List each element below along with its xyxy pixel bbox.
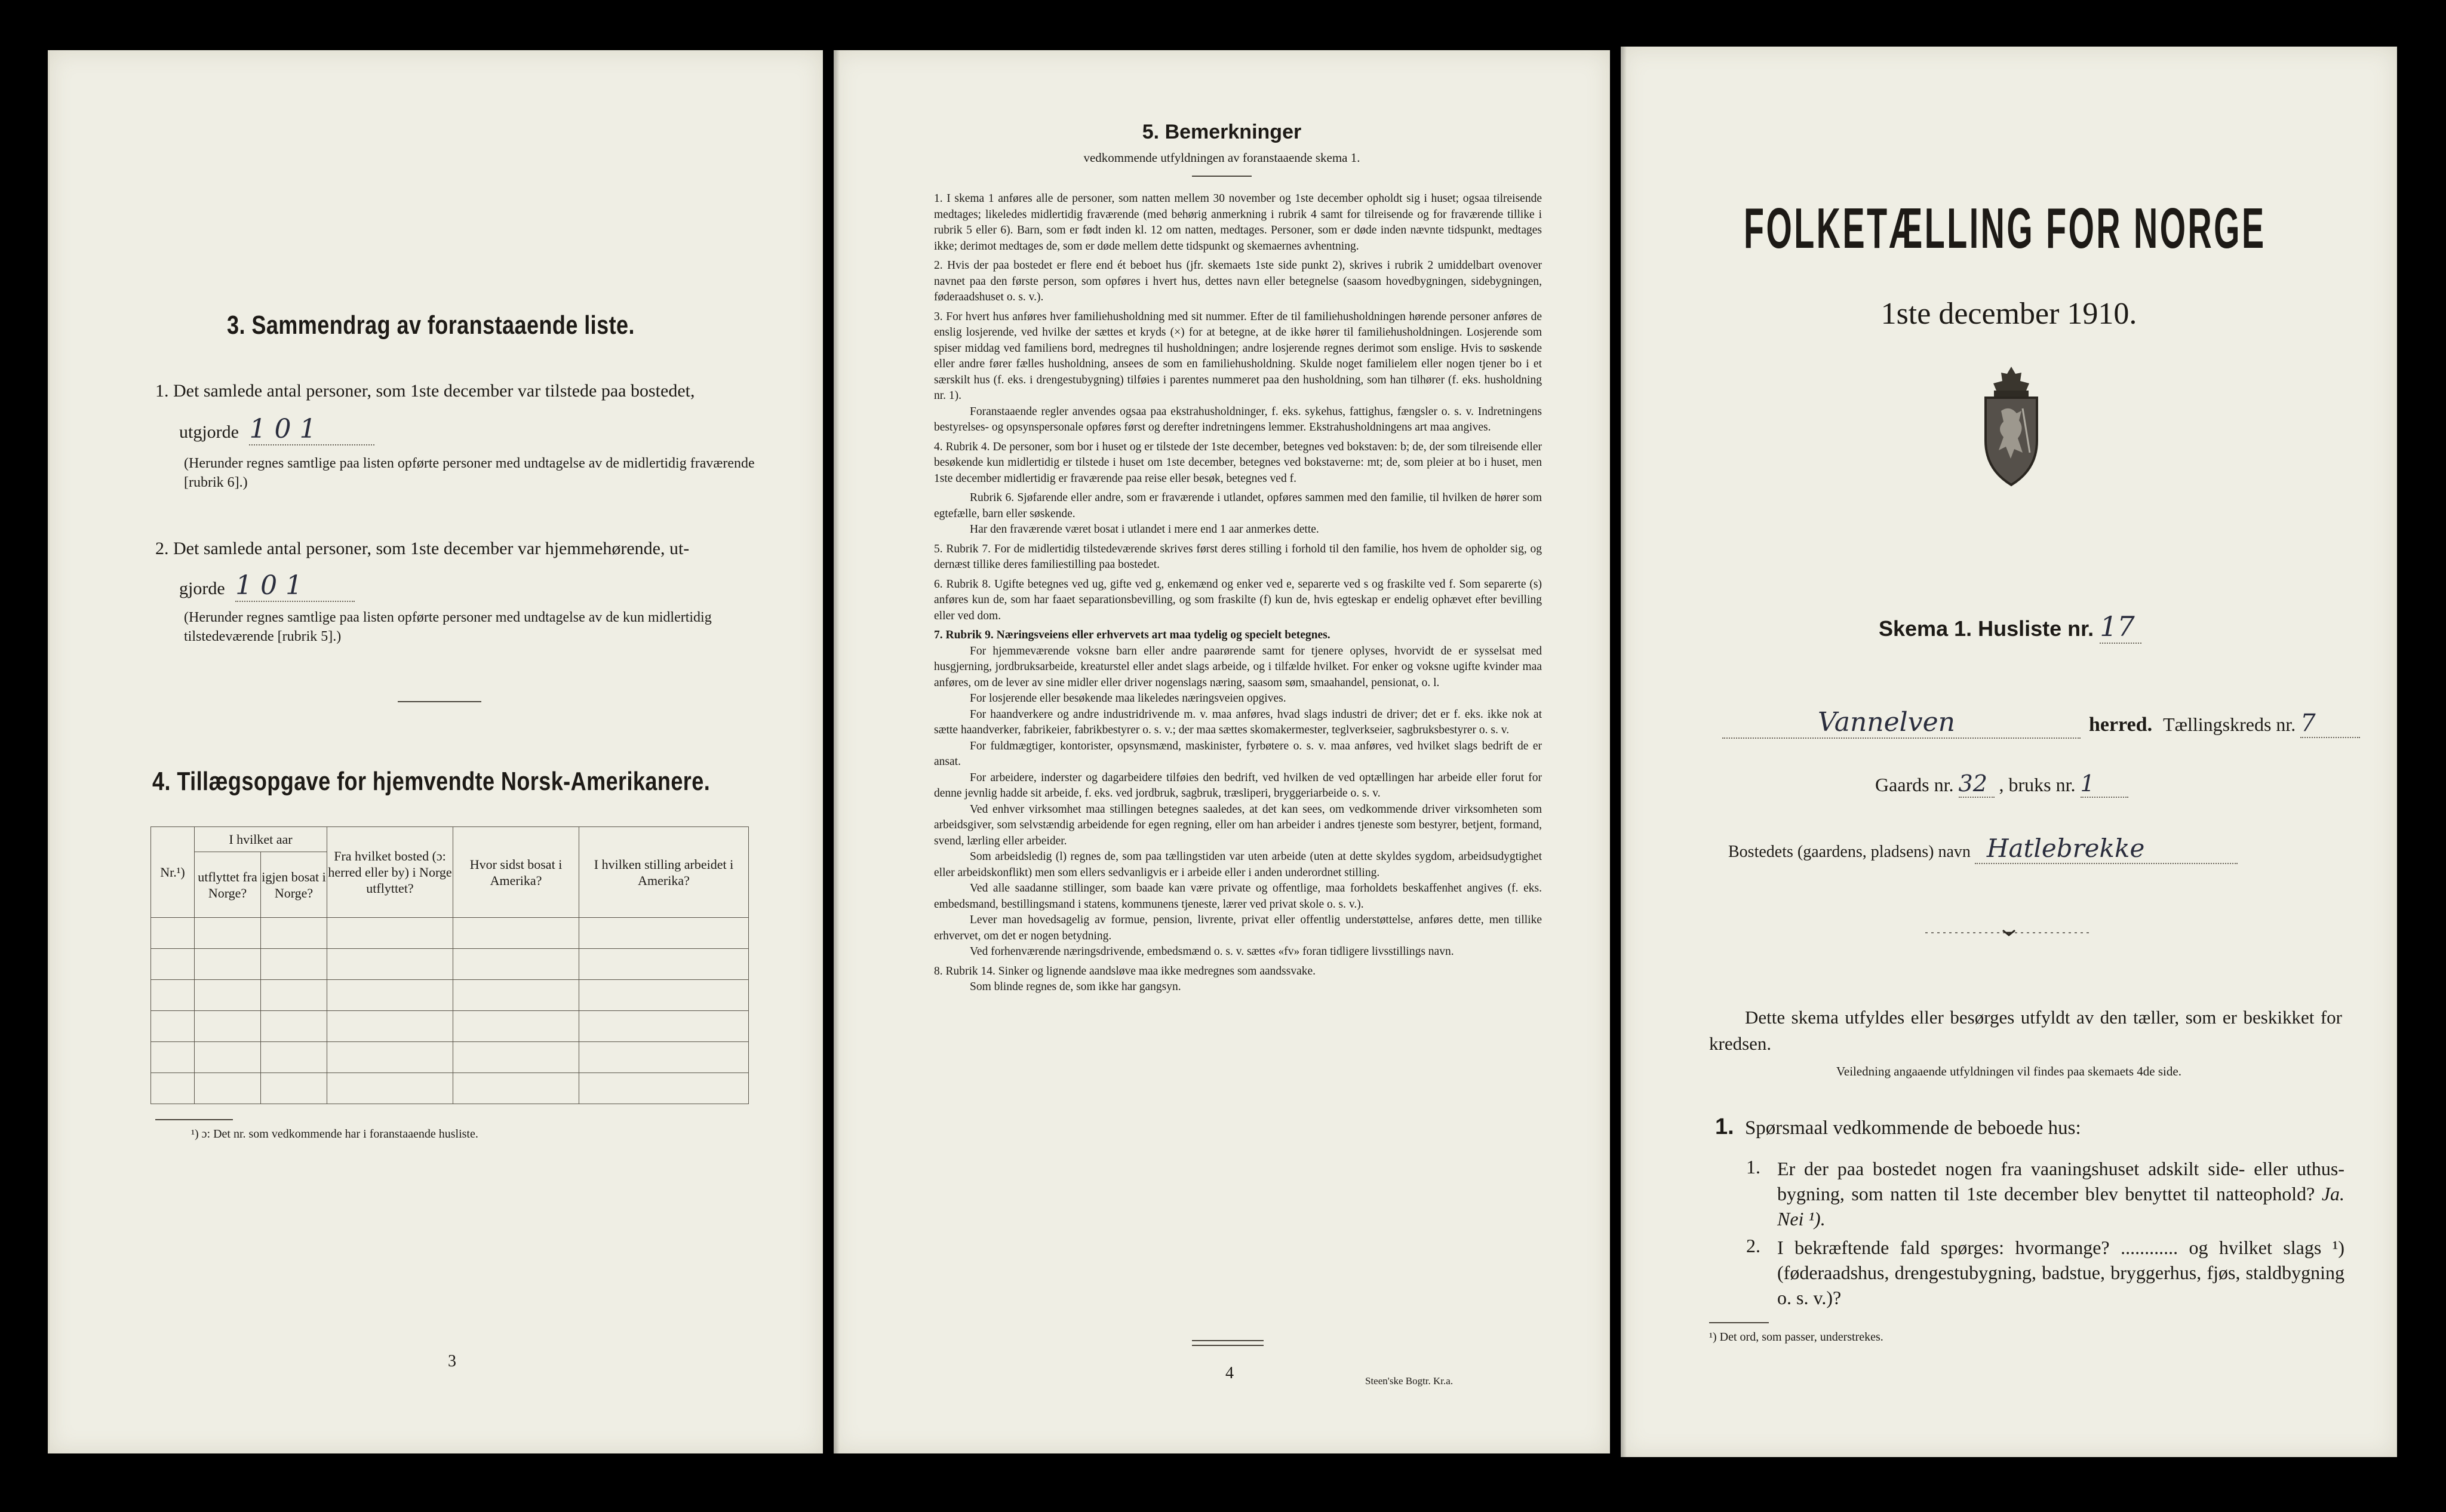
divider [398, 701, 481, 702]
table-row [151, 949, 749, 980]
remark-paragraph: Ved enhver virksomhet maa stillingen betegnes saaledes, at det kan sees, om vedkommende driver virksomheten som arbeidsgiver, som selvstændig arbeidende for egen regning, eller om han arbeider i andres tjeneste som bestyrer, betjent, formand, svend, lærling eller arbeider. [934, 803, 1542, 847]
coat-of-arms-icon [1972, 363, 2050, 488]
table-row [151, 980, 749, 1011]
section3-title: 3. Sammendrag av foranstaaende liste. [227, 311, 635, 340]
remark-paragraph: For hjemmeværende voksne barn eller andre paarørende samt for tjenere oplyses, hvorvidt de er sysselsat med husgjerning, jordbruksarbeide, kreaturstel eller andet slags arbeide, og i tilfælde hvilket. For enker og voksne ugifte kvinder maa anføres, om de lever av sine midler eller driver nogenslags næring, saasom søm, smaahandel, pensionat, o. l. [934, 644, 1542, 689]
remarks-title: 5. Bemerkninger [1142, 121, 1302, 143]
right-page [1621, 47, 2397, 1457]
remark-paragraph: Lever man hovedsagelig av formue, pension, livrente, privat eller offentlig understøttelse, anføres dette, men tillike erhvervet, om det er nogen betydning. [934, 914, 1542, 942]
bruks-label: , bruks nr. [1999, 774, 2076, 795]
col-utflyttet: utflyttet fra Norge? [195, 852, 261, 918]
summary-item-1 [155, 376, 758, 406]
herred-label: herred. [2089, 714, 2153, 736]
census-date: 1ste december 1910. [1880, 297, 2137, 331]
remark-paragraph: For haandverkere og andre industridrivende m. v. maa anføres, hvad slags industri de driver; det er f. eks. ikke nok at sætte haandverker, fabrikeier, fabrikbestyrer o. s. v.; der maa sættes skomakermester, teglverkseier, sagbruksbestyrer o. s. v. [934, 708, 1542, 736]
question-heading [1715, 1114, 2081, 1140]
remark-paragraph: For losjerende eller besøkende maa likeledes næringsveien opgives. [970, 692, 1286, 705]
remark-paragraph: 7. Rubrik 9. Næringsveiens eller erhvervets art maa tydelig og specielt betegnes. [934, 629, 1330, 641]
gaards-value: 32 [1959, 770, 1995, 798]
page-number: 3 [448, 1352, 456, 1370]
remark-paragraph: 5. Rubrik 7. For de midlertidig tilstedeværende skrives først deres stilling i forhold til den familie, hos hvem de opholder sig, og dernæst tillike deres familiestilling paa bostedet. [934, 542, 1542, 571]
skema-label: Skema 1. Husliste nr. [1879, 616, 2094, 641]
bosted-value: Hatlebrekke [1975, 834, 2238, 864]
remark-paragraph: 3. For hvert hus anføres hver familiehusholdning med sit nummer. Efter de til familiehusholdningen hørende personer anføres de enslig losjerende, ved hvilke der sættes et kryds (×) for at betegne, at de ikke hører til familiehusholdningen. Losjerende som spiser middag ved familiens bord, medregnes til husholdningen; andre losjerende regnes derimot som enslige. Hvis to søskende eller andre fører fælles husholdning, ansees de som en familiehusholdning. Skulde noget familielem eller nogen tjener bo i et særskilt hus (f. eks. i drengestubygning) tilføies i parentes nummeret paa den husholdning, som han tilhører (f. eks. husholdning nr. 1). [934, 310, 1542, 402]
col-stilling: I hvilken stilling arbeidet i Amerika? [579, 827, 749, 918]
col-nr: Nr.¹) [151, 827, 195, 918]
remark-paragraph: Som blinde regnes de, som ikke har gangsyn. [970, 981, 1181, 993]
q2-num: 2. [1746, 1235, 1760, 1256]
remark-paragraph: 8. Rubrik 14. Sinker og lignende aandsløve maa ikke medregnes som aandssvake. [934, 964, 1316, 978]
footnote-rule [155, 1119, 233, 1120]
item2-text: Det samlede antal personer, som 1ste december var hjemmehørende, ut- [173, 539, 690, 558]
census-title: FOLKETÆLLING FOR NORGE [1744, 196, 2266, 260]
bruks-value: 1 [2081, 770, 2128, 798]
herred-row [1722, 707, 2360, 739]
table-row [151, 1042, 749, 1073]
gaards-label: Gaards nr. [1875, 774, 1954, 795]
remark-paragraph: For fuldmægtiger, kontorister, opsynsmænd, maskinister, fyrbøtere o. s. v. maa anføres, ved hvilket slags bedrift de er ansat. [934, 739, 1542, 768]
norsk-amerikanere-table [150, 826, 749, 1104]
remark-paragraph: Har den fraværende været bosat i utlandet i mere end 1 aar anmerkes dette. [970, 523, 1319, 536]
bosted-row [1728, 834, 2238, 864]
col-hvilket-aar: I hvilket aar [195, 827, 327, 852]
item1-text: Det samlede antal personer, som 1ste december var tilstede paa bostedet, [173, 381, 695, 401]
table-row [151, 1073, 749, 1104]
item2-num: 2. [155, 539, 169, 558]
remark-paragraph: Rubrik 6. Sjøfarende eller andre, som er fraværende i utlandet, opføres sammen med den familie, til hvilken de hører som egtefælle, barn eller søskende. [934, 491, 1542, 520]
kreds-value: 7 [2300, 709, 2360, 738]
question-2: I bekræftende fald spørges: hvormange? ............ og hvilket slags ¹) (føderaadshus, drengestubygning, badstue, bryggerhus, fjøs, staldbygning o. s. v.)? [1777, 1237, 2344, 1308]
item2-value: 1 0 1 [235, 571, 355, 602]
section4-title: 4. Tillægsopgave for hjemvendte Norsk-Amerikanere. [152, 767, 711, 796]
left-page [48, 50, 823, 1453]
middle-page [834, 50, 1610, 1453]
item1-utgjorde-row [179, 414, 374, 447]
remark-paragraph: 4. Rubrik 4. De personer, som bor i huset og er tilstede der 1ste december, betegnes ved bokstaven: b; de, der som tilreisende eller besøkende kun midlertidig er tilstede i huset om 1ste december, betegnes ved bokstaverne: mt; de, som pleier at bo i huset, men 1ste december midlertidig er fraværende paa reise eller besøk, betegnes ved f. [934, 440, 1542, 485]
q1-answer: Ja. Nei ¹). [1777, 1183, 2345, 1230]
instructions: Dette skema utfyldes eller besørges utfyldt av den tæller, som er beskikket for kredsen. [1709, 1007, 2342, 1054]
col-igjen: igjen bosat i Norge? [261, 852, 327, 918]
husliste-nr: 17 [2100, 610, 2141, 644]
remark-paragraph: 6. Rubrik 8. Ugifte betegnes ved ug, gifte ved g, enkemænd og enker ved e, separerte ved s og fraskilte ved f. Som separerte (s) anføres kun de, som har faaet separationsbevilling, og som fraskilte (f) kun de, hvis egteskap er endelig ophævet efter bevilling eller ved dom. [934, 577, 1542, 622]
left-footnote: ¹) ɔ: Det nr. som vedkommende har i foranstaaende husliste. [191, 1127, 478, 1141]
col-bosted: Fra hvilket bosted (ɔ: herred eller by) i Norge utflyttet? [327, 827, 453, 918]
table-row [151, 1011, 749, 1042]
remark-paragraph: Foranstaaende regler anvendes ogsaa paa ekstrahusholdninger, f. eks. sykehus, fattighus, fængsler o. s. v. Indretningens bestyrelses- og opsynspersonale opføres først og derefter indretningens lemmer. Ekstrahusholdningens art maa angives. [934, 405, 1542, 434]
right-footnote: ¹) Det ord, som passer, understrekes. [1709, 1330, 1883, 1344]
item2-gjorde: gjorde [179, 579, 225, 598]
guidance: Veiledning angaaende utfyldningen vil findes paa skemaets 4de side. [1836, 1064, 2181, 1078]
q1-text: Er der paa bostedet nogen fra vaaningshuset adskilt side- eller uthus-bygning, som natten til 1ste december blev benyttet til natteophold? [1777, 1158, 2344, 1204]
gaards-row [1875, 770, 2128, 798]
col-sidst: Hvor sidst bosat i Amerika? [453, 827, 579, 918]
herred-value: Vannelven [1722, 707, 2081, 739]
bosted-label: Bostedets (gaardens, pladsens) navn [1728, 843, 1971, 861]
remark-paragraph: 2. Hvis der paa bostedet er flere end ét beboet hus (jfr. skemaets 1ste side punkt 2), skrives i rubrik 2 umiddelbart ovenover navnet paa den første person, som opføres i hvert hus, dettes navn eller betegnelse (saasom hovedbygningen, sidebygningen, føderaadshuset o. s. v.). [934, 259, 1542, 303]
item1-value: 1 0 1 [249, 414, 374, 445]
q1-num: 1. [1746, 1156, 1760, 1178]
question-1 [1777, 1156, 2344, 1231]
remark-paragraph: Ved alle saadanne stillinger, som baade kan være private og offentlige, maa forholdets beskaffenhet angives (f. eks. embedsmand, bestillingsmand i statens, kommunens tjeneste, lærer ved privat skole o. s. v.). [934, 882, 1542, 911]
kreds-label: Tællingskreds nr. [2163, 714, 2296, 735]
table-row [151, 918, 749, 949]
page-number: 4 [1225, 1364, 1234, 1382]
remark-paragraph: For arbeidere, inderster og dagarbeidere tilføies den bedrift, ved hvilken de ved optællingen har arbeide eller forut for denne jevnlig hadde sit arbeide, f. eks. ved jordbruk, sagbruk, træsliperi, bryggeriarbeide o. s. v. [934, 771, 1542, 800]
skema-row [1879, 610, 2141, 644]
remarks-subtitle: vedkommende utfyldningen av foranstaaende skema 1. [1083, 150, 1360, 165]
summary-item-2 [155, 534, 758, 564]
item2-note: (Herunder regnes samtlige paa listen opførte personer med undtagelse av de kun midlertidig tilstedeværende [rubrik 5].) [184, 610, 712, 644]
question-heading-num: 1. [1715, 1114, 1734, 1139]
remark-paragraph: Som arbeidsledig (l) regnes de, som paa tællingstiden var uten arbeide (uten at dette skyldes sygdom, arbeidsudygtighet eller arbeidskonflikt) men som ellers sedvanligvis er i arbeide eller i anden underordnet stilling. [934, 850, 1542, 879]
remark-paragraph: Ved forhenværende næringsdrivende, embedsmænd o. s. v. sættes «fv» foran tidligere livsstillings navn. [970, 945, 1454, 958]
remark-paragraph: 1. I skema 1 anføres alle de personer, som natten mellem 30 november og 1ste december opholdt sig i huset; ogsaa tilreisende medtages; likeledes midlertidig fraværende (med behørig anmerkning i rubrik 4 samt for tilreisende og for fraværende tillike i rubrik 5 eller 6). Barn, som er født inden kl. 12 om natten, medtages. Personer, som er døde inden nævnte tidspunkt, medtages ikke; derimot medtages de, som er døde mellem dette tidspunkt og skemaernes avhentning. [934, 192, 1542, 253]
item1-utgjorde: utgjorde [179, 422, 239, 442]
remarks-body [934, 191, 1542, 995]
item1-num: 1. [155, 381, 169, 401]
printer-mark: Steen'ske Bogtr. Kr.a. [1365, 1375, 1454, 1387]
item1-note: (Herunder regnes samtlige paa listen opførte personer med undtagelse av de midlertidig fraværende [rubrik 6].) [184, 456, 755, 490]
question-heading-text: Spørsmaal vedkommende de beboede hus: [1744, 1117, 2081, 1139]
item2-gjorde-row [179, 571, 355, 604]
ornament-icon [1925, 928, 2092, 940]
